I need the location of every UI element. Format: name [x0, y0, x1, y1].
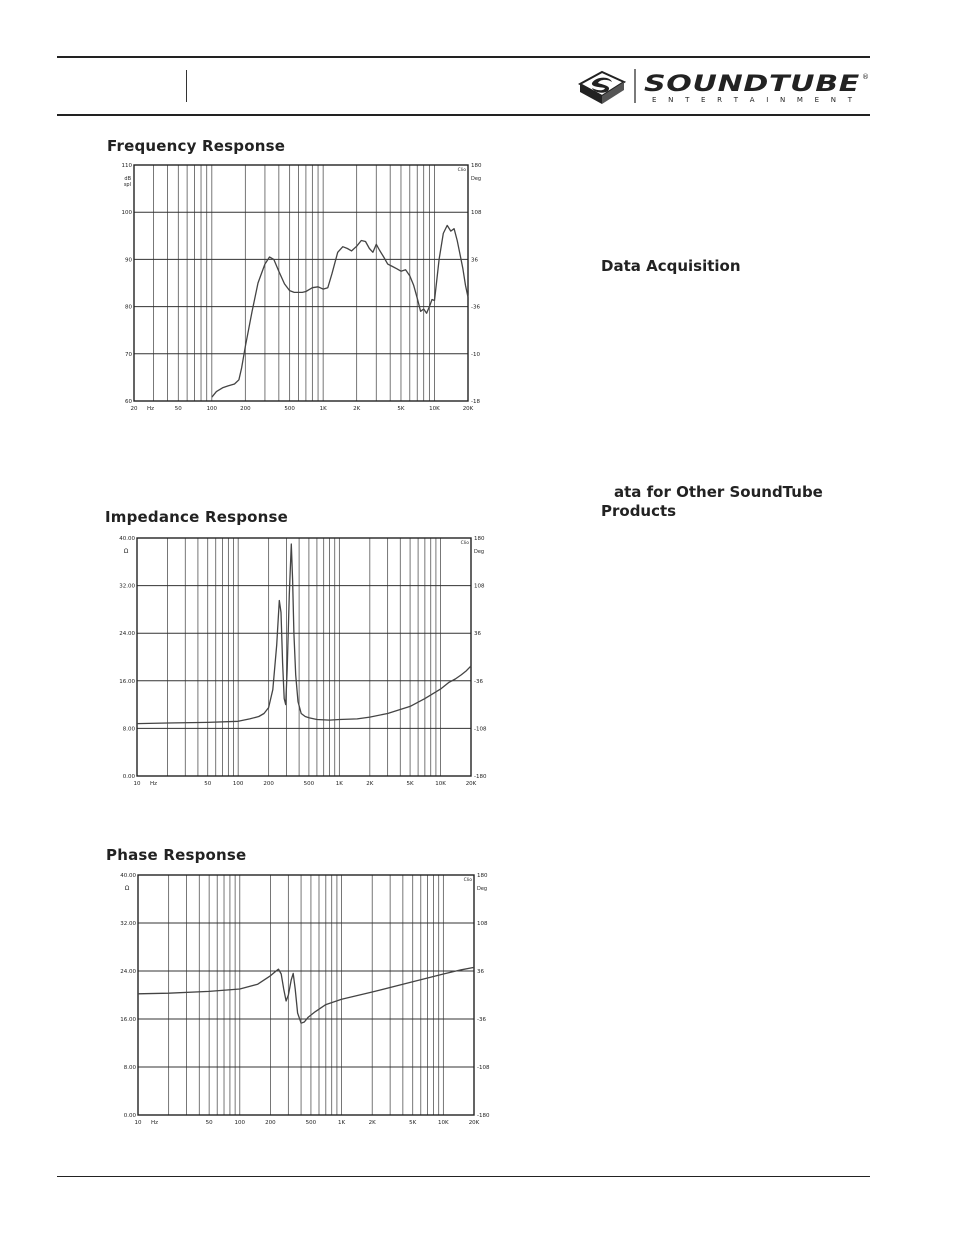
x-tick-label: 20 [130, 406, 138, 412]
registered-mark: ® [862, 73, 869, 81]
right-tick-label: 108 [474, 583, 485, 590]
right-tick-label: -36 [474, 678, 483, 685]
soundtube-logo [578, 66, 870, 106]
y-unit-label: dB [124, 176, 131, 182]
y-tick-label: 110 [121, 163, 132, 169]
y-tick-label: 16.00 [119, 678, 135, 685]
right-tick-label: -108 [474, 726, 487, 733]
x-tick-label: 2K [366, 781, 374, 787]
y-unit-label-2: spl [123, 182, 131, 188]
y-tick-label: 8.00 [122, 726, 135, 733]
x-tick-label: 2K [353, 406, 361, 412]
x-tick-label: 10K [438, 1120, 449, 1126]
x-tick-label: 10 [134, 1120, 142, 1126]
y-tick-label: 32.00 [120, 921, 136, 927]
x-tick-label: 10K [429, 406, 440, 412]
y-unit-label: Ω [124, 885, 130, 892]
right-tick-label: -36 [471, 304, 480, 311]
y-tick-label: 100 [121, 210, 132, 217]
header-separator [186, 70, 187, 102]
right-tick-label: 180 [474, 536, 485, 542]
right-unit-label: Deg [471, 176, 482, 182]
x-tick-label: 1K [338, 1120, 346, 1126]
y-tick-label: 24.00 [120, 969, 136, 975]
impedance-response-plot [110, 533, 490, 793]
x-tick-label: 20K [468, 1120, 480, 1126]
x-tick-label: 50 [204, 781, 212, 787]
y-tick-label: 0.00 [123, 1113, 136, 1119]
x-tick-label: 1K [319, 406, 327, 412]
x-tick-label: 200 [265, 1120, 276, 1126]
x-tick-label: 500 [305, 1120, 317, 1126]
x-tick-label: 100 [234, 1120, 246, 1126]
right-tick-label: 180 [471, 163, 482, 169]
soundtube-logo-mark [578, 66, 870, 106]
right-tick-label: 36 [471, 257, 478, 264]
response-curve [137, 544, 471, 724]
other-products-line-1: ata for Other SoundTube [614, 483, 823, 501]
frequency-response-chart [110, 158, 490, 423]
other-products-line-2: Products [601, 502, 677, 520]
y-tick-label: 16.00 [120, 1017, 136, 1023]
x-tick-label: 50 [174, 406, 182, 412]
right-unit-label: Deg [474, 549, 485, 555]
x-tick-label: 5K [409, 1120, 417, 1126]
footer-rule [57, 1176, 870, 1177]
x-tick-label: 1K [335, 781, 343, 787]
header-top-rule [57, 56, 870, 58]
x-tick-label: 2K [368, 1120, 376, 1126]
x-tick-label: 500 [284, 406, 295, 412]
plot-frame [138, 875, 474, 1115]
header-bottom-rule [57, 114, 870, 116]
x-tick-label: 200 [240, 406, 251, 412]
y-unit-label: Ω [123, 548, 129, 555]
y-tick-label: 60 [125, 399, 132, 405]
y-tick-label: 8.00 [123, 1065, 136, 1071]
x-tick-label: 20K [462, 406, 474, 412]
impedance-response-title: Impedance Response [105, 508, 289, 526]
frequency-response-title: Frequency Response [107, 137, 286, 155]
right-tick-label: 180 [477, 873, 488, 879]
y-tick-label: 80 [125, 304, 132, 311]
impedance-response-chart [110, 533, 490, 798]
plot-frame [134, 165, 468, 401]
right-tick-label: 36 [477, 969, 484, 975]
right-tick-label: -18 [471, 399, 480, 405]
logo-emblem-icon [580, 72, 624, 104]
right-tick-label: -36 [477, 1017, 486, 1023]
phase-response-chart [110, 870, 490, 1135]
x-tick-label: 5K [406, 781, 414, 787]
x-tick-label: 200 [263, 781, 274, 787]
x-unit-label: Hz [147, 406, 155, 412]
phase-response-plot [110, 870, 490, 1130]
data-acquisition-heading: Data Acquisition [601, 257, 741, 275]
response-curve [138, 967, 474, 1023]
right-tick-label: -180 [474, 774, 487, 780]
x-tick-label: 5K [397, 406, 405, 412]
right-tick-label: 36 [474, 631, 481, 638]
right-unit-label: Deg [477, 886, 488, 892]
x-tick-label: 10K [435, 781, 446, 787]
brand-name: SOUNDTUBE [644, 72, 860, 97]
x-tick-label: 20K [465, 781, 477, 787]
frequency-response-plot [110, 158, 490, 418]
y-tick-label: 40.00 [119, 536, 135, 542]
right-tick-label: -180 [477, 1113, 490, 1119]
x-tick-label: 500 [303, 781, 315, 787]
corner-mark: Clio [457, 168, 466, 173]
brand-tagline: E N T E R T A I N M E N T [652, 96, 852, 104]
x-tick-label: 100 [232, 781, 244, 787]
plot-frame [137, 538, 471, 776]
right-tick-label: 108 [477, 921, 488, 927]
x-unit-label: Hz [151, 1120, 159, 1126]
right-tick-label: -108 [477, 1065, 490, 1071]
y-tick-label: 40.00 [120, 873, 136, 879]
right-tick-label: -10 [471, 351, 480, 358]
other-products-heading [601, 483, 823, 521]
phase-response-title: Phase Response [106, 846, 247, 864]
x-unit-label: Hz [150, 781, 158, 787]
y-tick-label: 70 [125, 351, 132, 358]
x-tick-label: 50 [205, 1120, 213, 1126]
x-tick-label: 10 [133, 781, 141, 787]
y-tick-label: 24.00 [119, 631, 135, 638]
y-tick-label: 32.00 [119, 583, 135, 590]
x-tick-label: 100 [206, 406, 218, 412]
y-tick-label: 90 [125, 257, 132, 264]
corner-mark: Clio [463, 878, 472, 883]
right-tick-label: 108 [471, 210, 482, 217]
y-tick-label: 0.00 [122, 774, 135, 780]
corner-mark: Clio [460, 541, 469, 546]
